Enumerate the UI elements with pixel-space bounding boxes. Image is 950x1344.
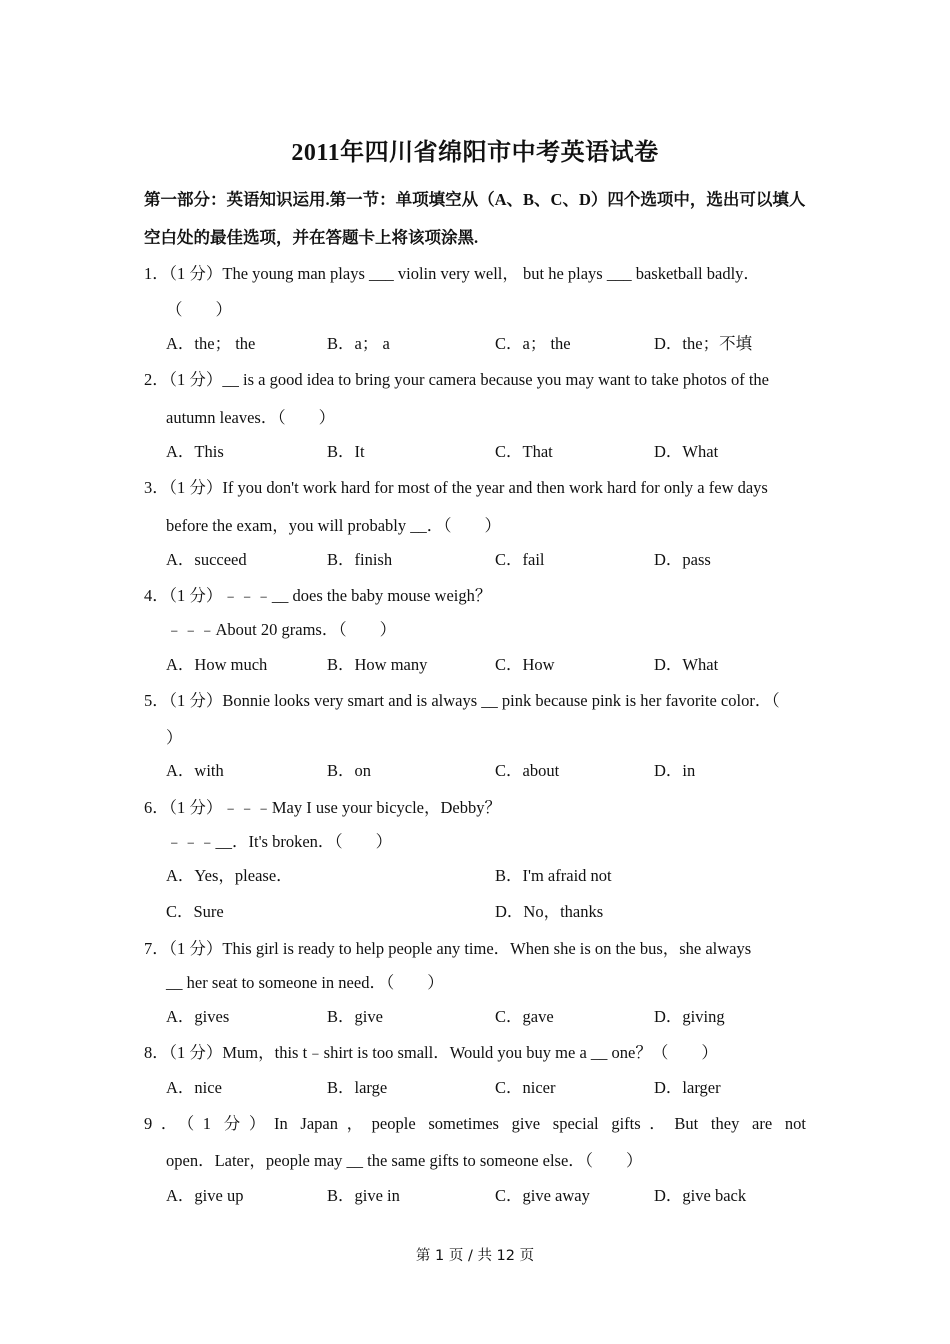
question-6-stem-cont: ﹣﹣﹣__．It's broken．（ ） xyxy=(166,832,393,851)
question-1-option-a: A．the； the xyxy=(166,334,256,353)
question-9-stem: 9．（1 分）In Japan，people sometimes give special gifts．But they are not xyxy=(144,1114,806,1133)
question-4-stem-cont: ﹣﹣﹣About 20 grams．（ ） xyxy=(166,620,397,639)
question-7-option-d: D．giving xyxy=(654,1007,725,1026)
question-2-stem-cont: autumn leaves．（ ） xyxy=(166,408,336,427)
question-4-option-c: C．How xyxy=(495,655,555,674)
question-6-option-a: A．Yes，please． xyxy=(166,866,293,885)
question-8-option-c: C．nicer xyxy=(495,1078,556,1097)
question-6-option-c: C．Sure xyxy=(166,902,224,921)
question-5-option-d: D．in xyxy=(654,761,696,780)
question-5-option-c: C．about xyxy=(495,761,560,780)
question-2-option-c: C．That xyxy=(495,442,553,461)
question-6-option-b: B．I'm afraid not xyxy=(495,866,612,885)
question-7-option-a: A．gives xyxy=(166,1007,230,1026)
question-4-option-d: D．What xyxy=(654,655,719,674)
question-2-option-b: B．It xyxy=(327,442,365,461)
question-3-option-b: B．finish xyxy=(327,550,393,569)
page-title: 2011年四川省绵阳市中考英语试卷 xyxy=(291,140,659,166)
question-5-stem: 5．（1 分）Bonnie looks very smart and is always __ pink because pink is her favorite color．（ xyxy=(144,691,780,710)
question-1-option-d: D．the；不填 xyxy=(654,334,753,353)
question-8-stem: 8．（1 分）Mum，this t﹣shirt is too small．Would you buy me a __ one？（ ） xyxy=(144,1043,718,1062)
question-2-option-a: A．This xyxy=(166,442,224,461)
question-9-option-d: D．give back xyxy=(654,1186,747,1205)
question-1-option-b: B．a； a xyxy=(327,334,390,353)
question-2-stem: 2．（1 分）__ is a good idea to bring your camera because you may want to take photos of the xyxy=(144,370,770,389)
question-1-stem-cont: （ ） xyxy=(166,300,232,319)
section-instructions: 第一部分：英语知识运用.第一节：单项填空从（A、B、C、D）四个选项中，选出可以填人空白处的最佳选项，并在答题卡上将该项涂黑. xyxy=(144,190,806,247)
question-8-option-d: D．larger xyxy=(654,1078,721,1097)
question-6-option-d: D．No，thanks xyxy=(495,902,604,921)
question-7-stem-cont: __ her seat to someone in need．（ ） xyxy=(166,973,444,992)
question-7-option-c: C．gave xyxy=(495,1007,554,1026)
question-9-stem-cont: open．Later，people may __ the same gifts to someone else．（ ） xyxy=(166,1151,643,1170)
question-3-stem-cont: before the exam，you will probably __．（ ） xyxy=(166,516,501,535)
question-3-option-a: A．succeed xyxy=(166,550,247,569)
question-3-stem: 3．（1 分）If you don't work hard for most of the year and then work hard for only a few days xyxy=(144,478,768,497)
question-3-option-c: C．fail xyxy=(495,550,545,569)
question-8-option-a: A．nice xyxy=(166,1078,222,1097)
question-2-option-d: D．What xyxy=(654,442,719,461)
question-9-option-c: C．give away xyxy=(495,1186,590,1205)
question-7-stem: 7．（1 分）This girl is ready to help people any time．When she is on the bus，she always xyxy=(144,939,752,958)
question-5-stem-cont: ） xyxy=(166,728,183,747)
question-6-stem: 6．（1 分）﹣﹣﹣May I use your bicycle，Debby？ xyxy=(144,798,501,817)
question-8-option-b: B．large xyxy=(327,1078,388,1097)
question-4-option-a: A．How much xyxy=(166,655,268,674)
question-4-option-b: B．How many xyxy=(327,655,428,674)
question-3-option-d: D．pass xyxy=(654,550,711,569)
page-number: 第 1 页 / 共 12 页 xyxy=(415,1248,535,1264)
question-5-option-b: B．on xyxy=(327,761,372,780)
question-5-option-a: A．with xyxy=(166,761,224,780)
question-9-option-a: A．give up xyxy=(166,1186,244,1205)
question-1-option-c: C．a； the xyxy=(495,334,571,353)
question-9-option-b: B．give in xyxy=(327,1186,400,1205)
question-4-stem: 4．（1 分）﹣﹣﹣__ does the baby mouse weigh？ xyxy=(144,586,492,605)
question-1-stem: 1．（1 分）The young man plays ___ violin very well， but he plays ___ basketball badly． xyxy=(144,264,760,283)
question-7-option-b: B．give xyxy=(327,1007,383,1026)
